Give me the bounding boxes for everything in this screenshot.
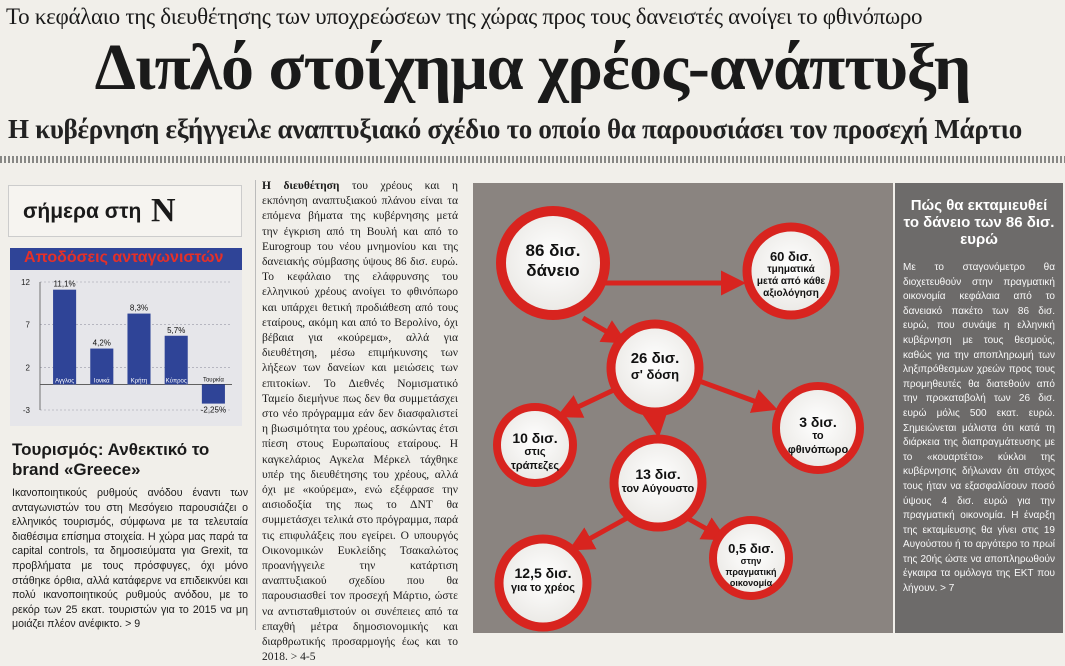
chart-bar [127,314,150,385]
arrow-loan-to-first [583,318,623,341]
chart-category-label: Κρήτη [130,378,148,385]
loan-infographic [473,183,893,633]
economy-amount: 0,5 δισ. [728,541,774,556]
debt-amount: 12,5 δισ. [514,565,572,581]
bubble-loan-text [509,241,597,281]
tranches-label: τμηματικά μετά από κάθε αξιολόγηση [756,264,826,299]
chart-value-label: 11,1% [53,279,76,289]
chart-category-label: Ιονικά [93,378,110,385]
subheadline: Η κυβέρνηση εξήγγειλε αναπτυξιακό σχέδιο το οποίο θα παρουσιάσει τον προσεχή Μάρτιο [8,114,1022,144]
chart-category-label: Τουρκία [202,377,224,384]
sidebar-body: Με το σταγονόμετρο θα διοχετευθούν στην πραγματική οικονομία κεφάλαια από το δανειακό πακέτο των 86 δισ. ευρώ, που συνάψε η ελληνική κυβέρνηση με τους θεσμούς, καθώς για την αποπληρωμή των ληξιπρόθεσμων χρεών προς τους προμηθευτές θα διατεθούν από την προκαταβολή των 26 δισ. ευρώ μόλις 500 εκατ. ευρώ. Σημειώνεται μάλιστα ότι κατά τη διάρκεια της διαπραγμάτευσης με το «κουαρτέτο» κύκλοι της κυβέρνησης δήλωναν ότι στόχος τους ήταν να εξασφαλίσουν ποσό ύψους 4 δισ. ευρώ για την πραγματική οικονομία. Η έναρξη της εκταμίευσης θα γίνει στις 19 Αυγούστου ή το αργότερο το πρωί της 20ής ώστε να αποπληρωθούν έγκαιρα τα ομόλογα της ΕΚΤ που λήγουν. > 7 [903,262,1055,595]
chart-bar [165,336,188,385]
disbursement-sidebar [895,183,1063,633]
chart-plot [10,270,242,426]
chart-category-label: Αγγλος [55,378,75,385]
article-body: του χρέους και η εκπόνηση αναπτυξιακού πλάνου είναι τα επόμενα βήματα της κυβέρνησης μετά την έγκριση από τη Βουλή και από το Eurogroup του νέου μνημονίου και της δανειακής σύμβασης ύψους 86 δισ. ευρώ. Το κεφάλαιο της ελάφρυνσης του ελληνικού χρέους ανοίγει το φθινόπωρο και υπάρχει θετική προδιάθεση από τους εταίρους, ακόμη και από το Βερολίνο, όχι βέβαια για «κούρεμα», αλλά για διευθέτηση, μέσω επιμήκυνσης των λήξεων των δανείων και μειώσεις των επιτοκίων. Το Διεθνές Νομισματικό Ταμείο διεμήνυε πως δεν θα συμμετάσχει στο νέο πρόγραμμα εάν δεν διασφαλιστεί η βιωσιμότητα του χρέους, ασκώντας έτσι πίεση στους Ευρωπαίους εταίρους. Η καγκελάριος Αγκελα Μέρκελ τάχθηκε υπέρ της διευθέτησης του χρέους, αλλά όχι με «κούρεμα», ενώ εξέφρασε την αισιοδοξία της πως το ΔΝΤ θα συμμετάσχει τελικά στο πρόγραμμα, παρά τις επιφυλάξεις που εγείρει. Ο υπουργός Οικονομικών Ευκλείδης Τσακαλώτος προανήγγειλε την κατάρτιση αναπτυξιακού σχεδίου που θα παρουσιασθεί τον προσεχή Μάρτιο, ώστε να αντισταθμιστούν οι συνέπειες από τα επαχθή μέτρα δημοσιονομικής και διαρθρωτικής προσαρμογής έως και το 2018. > 4-5 [262,180,459,664]
headline: Διπλό στοίχημα χρέος-ανάπτυξη [94,31,971,104]
first-amount: 26 δισ. [630,350,680,367]
bubble-first-text [620,351,690,383]
competitor-returns-chart [10,248,242,426]
first-label: σ' δόση [630,367,680,382]
brand-box [8,185,242,237]
arrow-first-to-banks [561,388,618,415]
chart-ytick-label: 7 [25,320,30,330]
bubble-debt-text [505,566,581,596]
loan-amount: 86 δισ. [525,241,581,260]
chart-title: Αποδόσεις ανταγωνιστών [24,249,224,266]
brand-label: σήμερα στη [23,200,142,223]
chart-ytick-label: 12 [21,278,30,287]
chart-value-label: 5,7% [167,325,186,335]
article-lead: Η διευθέτηση [262,180,340,192]
loan-label: δάνειο [526,261,580,280]
bubble-tranches-text [756,249,826,300]
bubble-autumn-text [783,415,853,457]
august-label: τον Αύγουστο [621,483,695,495]
main-article [262,179,458,666]
chart-title-bar [10,248,242,270]
chart-bar [202,384,225,403]
chart-ytick-label: -3 [22,406,30,415]
chart-value-label: 8,3% [129,303,149,313]
banks-label: στις τράπεζες [510,446,560,472]
story-body: Ικανοποιητικούς ρυθμούς ανόδου έναντι των ανταγωνιστών του στη Μεσόγειο παρουσιάζει ο ελληνικός τουρισμός, σύμφωνα με τα τελευταία διαθέσιμα επίσημα στοιχεία. Η χώρα μας παρά τα capital controls, τα δημοσιεύματα για Grexit, τα προβλήματα με τους πρόσφυγες, όχι μόνο στάθηκε όρθια, αλλά κατάφερνε να επιδεικνύει και πολύ ικανοποιητικούς ρυθμούς ανόδου, με το ρεκόρ των 25 εκατ. τουριστών για το 2015 να μη μοιάζει πλέον ανέφικτο. > 9 [12,487,248,631]
brand-logo: Ν [151,192,176,229]
chart-bar [53,290,76,385]
tranches-amount: 60 δισ. [769,249,813,264]
debt-label: για το χρέος [511,582,575,594]
banks-amount: 10 δισ. [512,430,558,446]
arrow-first-to-autumn [691,378,773,408]
column-divider [255,180,256,630]
chart-value-label: -2,25% [200,405,227,415]
bubble-august-text [621,467,695,497]
story-title: Τουρισμός: Ανθεκτικό το brand «Greece» [12,440,210,479]
bubble-economy-text [719,541,783,589]
bubble-banks-text [503,431,567,473]
autumn-label: το φθινόπωρο [787,430,849,456]
header-rule [0,156,1065,163]
sidebar-title: Πώς θα εκταμιευθεί το δάνειο των 86 δισ. ευρώ [903,197,1055,248]
economy-label: στην πραγματική οικονομία [725,556,777,588]
chart-value-label: 4,2% [92,338,111,348]
chart-ytick-label: 2 [25,363,30,373]
autumn-amount: 3 δισ. [799,414,837,430]
chart-category-label: Κύπρος [165,378,187,385]
kicker: Το κεφάλαιο της διευθέτησης των υποχρεώσεων της χώρας προς τους δανειστές ανοίγει το φθινόπωρο [6,4,923,29]
august-amount: 13 δισ. [635,466,681,482]
